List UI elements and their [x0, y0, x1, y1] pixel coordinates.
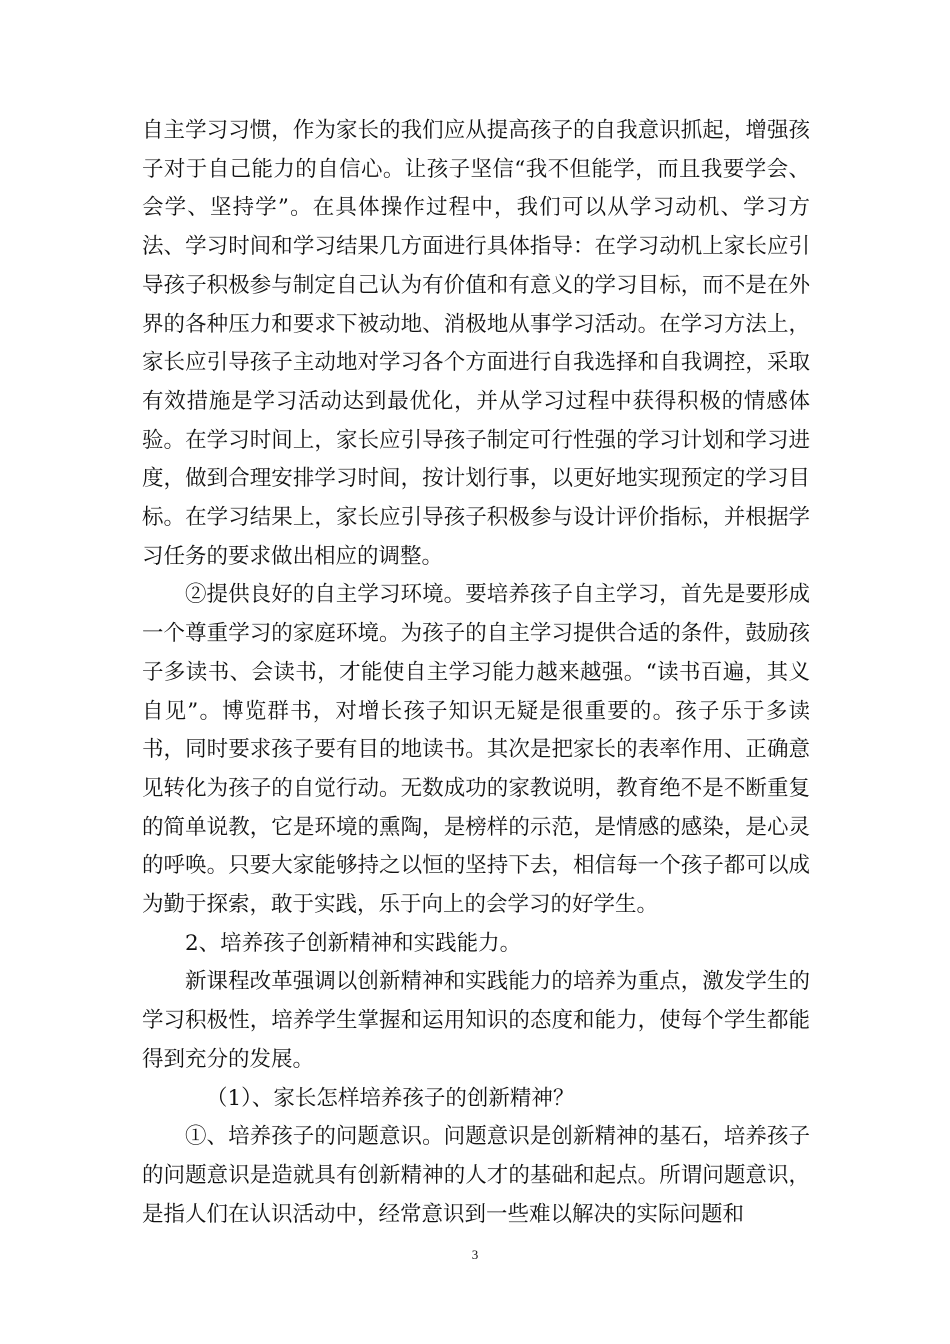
paragraph-problem-awareness: ①、培养孩子的问题意识。问题意识是创新精神的基石，培养孩子的问题意识是造就具有创新精神的人才的基础和起点。所谓问题意识，是指人们在认识活动中，经常意识到一些难以解决的实际问题和 — [142, 1124, 810, 1227]
paragraph-curriculum-reform: 新课程改革强调以创新精神和实践能力的培养为重点，激发学生的学习积极性，培养学生掌握和运用知识的态度和能力，使每个学生都能得到充分的发展。 — [142, 969, 810, 1072]
paragraph-learning-environment: ②提供良好的自主学习环境。要培养孩子自主学习，首先是要形成一个尊重学习的家庭环境。为孩子的自主学习提供合适的条件，鼓励孩子多读书、会读书，才能使自主学习能力越来越强。“读书百遍，其义自见”。博览群书，对增长孩子知识无疑是很重要的。孩子乐于多读书，同时要求孩子要有目的地读书。其次是把家长的表率作用、正确意见转化为孩子的自觉行动。无数成功的家教说明，教育绝不是不断重复的简单说教，它是环境的熏陶，是榜样的示范，是情感的感染，是心灵的呼唤。只要大家能够持之以恒的坚持下去，相信每一个孩子都可以成为勤于探索，敢于实践，乐于向上的会学习的好学生。 — [142, 582, 810, 918]
page-number: 3 — [471, 1247, 479, 1262]
paragraph-continuation: 自主学习习惯，作为家长的我们应从提高孩子的自我意识抓起，增强孩子对于自己能力的自信心。让孩子坚信“我不但能学，而且我要学会、会学、坚持学”。在具体操作过程中，我们可以从学习动机、学习方法、学习时间和学习结果几方面进行具体指导：在学习动机上家长应引导孩子积极参与制定自己认为有价值和有意义的学习目标，而不是在外界的各种压力和要求下被动地、消极地从事学习活动。在学习方法上，家长应引导孩子主动地对学习各个方面进行自我选择和自我调控，采取有效措施是学习活动达到最优化，并从学习过程中获得积极的情感体验。在学习时间上，家长应引导孩子制定可行性强的学习计划和学习进度，做到合理安排学习时间，按计划行事，以更好地实现预定的学习目标。在学习结果上，家长应引导孩子积极参与设计评价指标，并根据学习任务的要求做出相应的调整。 — [142, 118, 810, 569]
section-heading-innovation: 2、培养孩子创新精神和实践能力。 — [185, 930, 522, 956]
subsection-heading-question: （1）、家长怎样培养孩子的创新精神？ — [206, 1085, 575, 1111]
document-body — [142, 112, 810, 1234]
